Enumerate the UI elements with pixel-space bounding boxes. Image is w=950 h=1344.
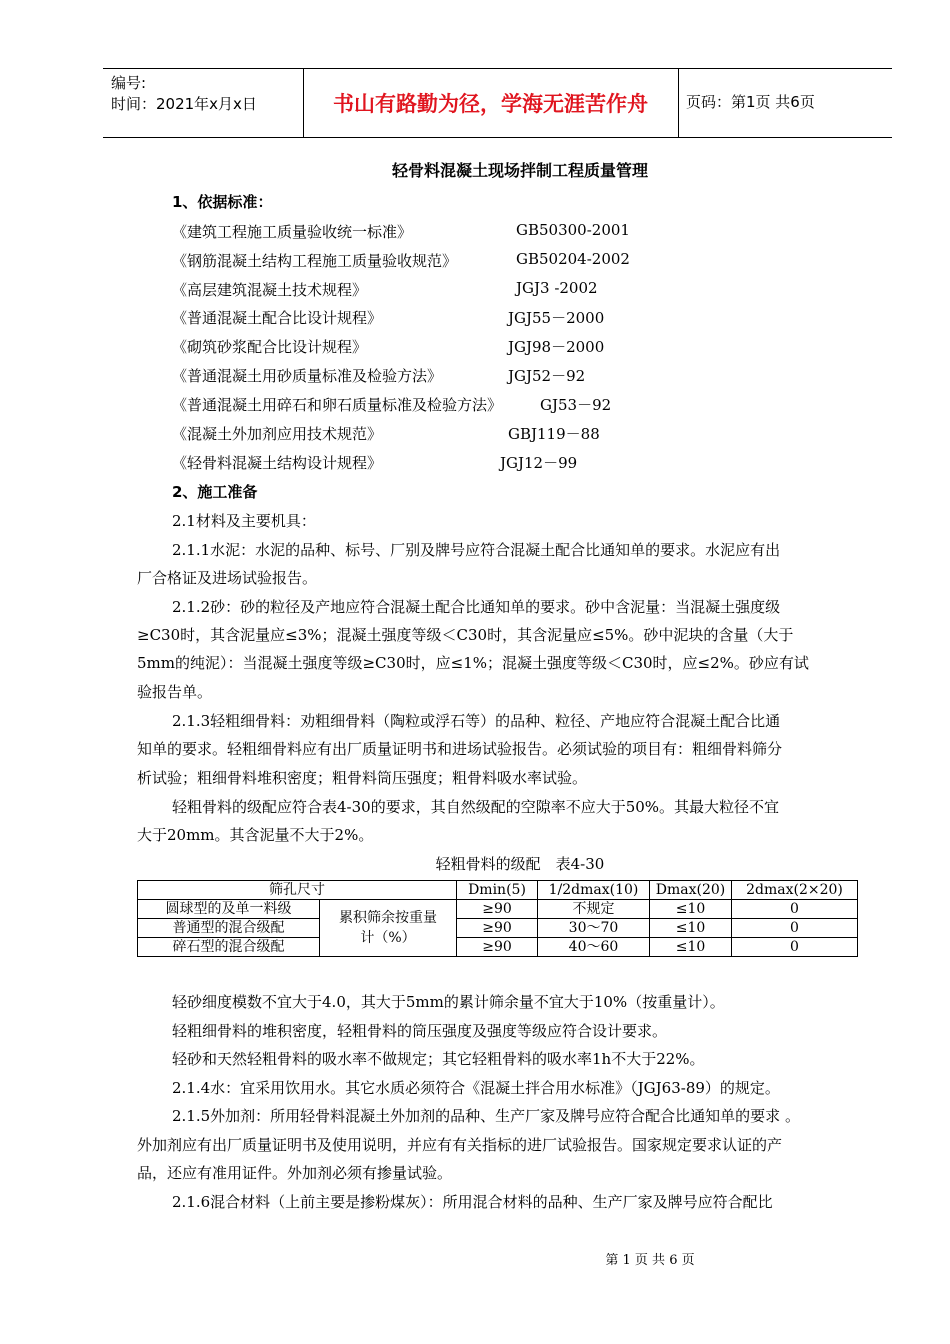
standard-name: 《砌筑砂浆配合比设计规程》 [172,338,368,356]
table-header-row [138,881,858,900]
paragraph: 验报告单。 [137,683,213,701]
paragraph: 轻砂和天然轻粗骨料的吸水率不做规定；其它轻粗骨料的吸水率1h不大于22%。 [172,1050,705,1068]
paragraph: 2.1材料及主要机具： [172,512,316,530]
time-label: 时间：2021年x月x日 [111,95,257,113]
table-header-cell: 1/2dmax(10) [538,881,650,900]
paragraph: 5mm的纯泥）：当混凝土强度等级≥C30时，应≤1%；混凝土强度等级＜C30时，应≤2%。砂应有试 [137,654,809,672]
paragraph: 2.1.5外加剂：所用轻骨料混凝土外加剂的品种、生产厂家及牌号应符合配合比通知单的要求 。 [172,1107,800,1125]
paragraph: 2.1.6混合材料（上前主要是掺粉煤灰）：所用混合材料的品种、生产厂家及牌号应符合配比 [172,1193,773,1211]
standard-name: 《钢筋混凝土结构工程施工质量验收规范》 [172,252,458,270]
paragraph: 轻粗骨料的级配应符合表4-30的要求，其自然级配的空隙率不应大于50%。其最大粒径不宜 [172,798,780,816]
standard-code: JGJ98－2000 [508,338,605,356]
standard-name: 《普通混凝土用碎石和卵石质量标准及检验方法》 [172,396,503,414]
standard-code: JGJ52－92 [508,367,586,385]
paragraph: 知单的要求。轻粗细骨料应有出厂质量证明书和进场试验报告。必须试验的项目有：粗细骨料筛分 [137,740,783,758]
table-row [138,938,858,957]
table-cell: ≥90 [457,938,538,957]
paragraph: 2.1.2砂：砂的粒径及产地应符合混凝土配合比通知单的要求。砂中含泥量：当混凝土强度级 [172,598,781,616]
table-cell: ≤10 [650,900,732,919]
section-heading: 1、依据标准： [172,193,273,211]
table-cell: 40～60 [538,938,650,957]
table-caption: 轻粗骨料的级配 表4-30 [435,855,605,873]
grading-table [137,880,858,957]
table-cell: 0 [732,919,858,938]
standard-name: 《高层建筑混凝土技术规程》 [172,281,368,299]
header-meta [111,73,257,115]
table-cell: 不规定 [538,900,650,919]
header-motto: 书山有路勤为径，学海无涯苦作舟 [333,92,648,116]
paragraph: 2.1.3轻粗细骨料：劝粗细骨料（陶粒或浮石等）的品种、粒径、产地应符合混凝土配合比通 [172,712,781,730]
paragraph: 厂合格证及进场试验报告。 [137,569,318,587]
standard-code: JGJ3 -2002 [516,279,598,297]
standard-name: 《轻骨料混凝土结构设计规程》 [172,454,383,472]
table-header-cell: 筛孔尺寸 [138,881,457,900]
standard-code: GB50300-2001 [516,221,630,239]
standard-name: 《建筑工程施工质量验收统一标准》 [172,223,413,241]
standard-name: 《普通混凝土用砂质量标准及检验方法》 [172,367,443,385]
table-cell: ≥90 [457,900,538,919]
table-cell: 累积筛余按重量计（%） [320,900,457,957]
paragraph: 轻砂细度模数不宜大于4.0，其大于5mm的累计筛余量不宜大于10%（按重量计）。 [172,993,725,1011]
paragraph: ≥C30时，其含泥量应≤3%；混凝土强度等级＜C30时，其含泥量应≤5%。砂中泥块的含量（大于 [137,626,794,644]
standard-code: GB50204-2002 [516,250,630,268]
table-row [138,900,858,919]
paragraph: 析试验；粗细骨料堆积密度；粗骨料筒压强度；粗骨料吸水率试验。 [137,769,588,787]
standard-code: GBJ119－88 [508,425,600,443]
number-label: 编号: [111,74,147,92]
standard-name: 《混凝土外加剂应用技术规范》 [172,425,383,443]
table-cell: ≥90 [457,919,538,938]
table-cell: 普通型的混合级配 [138,919,320,938]
table-cell: ≤10 [650,919,732,938]
table-cell: 圆球型的及单一料级 [138,900,320,919]
paragraph: 品，还应有准用证件。外加剂必须有掺量试验。 [137,1164,453,1182]
standard-code: GJ53－92 [540,396,612,414]
section-heading: 2、施工准备 [172,483,258,501]
table-header-cell: Dmax(20) [650,881,732,900]
table-row [138,919,858,938]
table-header-cell: 2dmax(2×20) [732,881,858,900]
standard-name: 《普通混凝土配合比设计规程》 [172,309,383,327]
header-page-label: 页码：第1页 共6页 [686,93,815,111]
header-divider [678,69,679,137]
table-cell: 0 [732,938,858,957]
table-cell: ≤10 [650,938,732,957]
table-cell: 0 [732,900,858,919]
paragraph: 轻粗细骨料的堆积密度，轻粗骨料的筒压强度及强度等级应符合设计要求。 [172,1022,668,1040]
paragraph: 2.1.4水：宜采用饮用水。其它水质必须符合《混凝土拌合用水标准》（JGJ63-89）的规定。 [172,1079,780,1097]
paragraph: 大于20mm。其含泥量不大于2%。 [137,826,374,844]
table-cell: 30～70 [538,919,650,938]
standard-code: JGJ55－2000 [508,309,605,327]
table-header-cell: Dmin(5) [457,881,538,900]
table-cell: 碎石型的混合级配 [138,938,320,957]
document-title: 轻骨料混凝土现场拌制工程质量管理 [391,161,648,180]
paragraph: 2.1.1水泥：水泥的品种、标号、厂别及牌号应符合混凝土配合比通知单的要求。水泥应有出 [172,541,781,559]
standard-code: JGJ12－99 [500,454,578,472]
document-header [103,68,892,138]
page-footer: 第 1 页 共 6 页 [605,1253,695,1268]
paragraph: 外加剂应有出厂质量证明书及使用说明，并应有有关指标的进厂试验报告。国家规定要求认证的产 [137,1136,783,1154]
